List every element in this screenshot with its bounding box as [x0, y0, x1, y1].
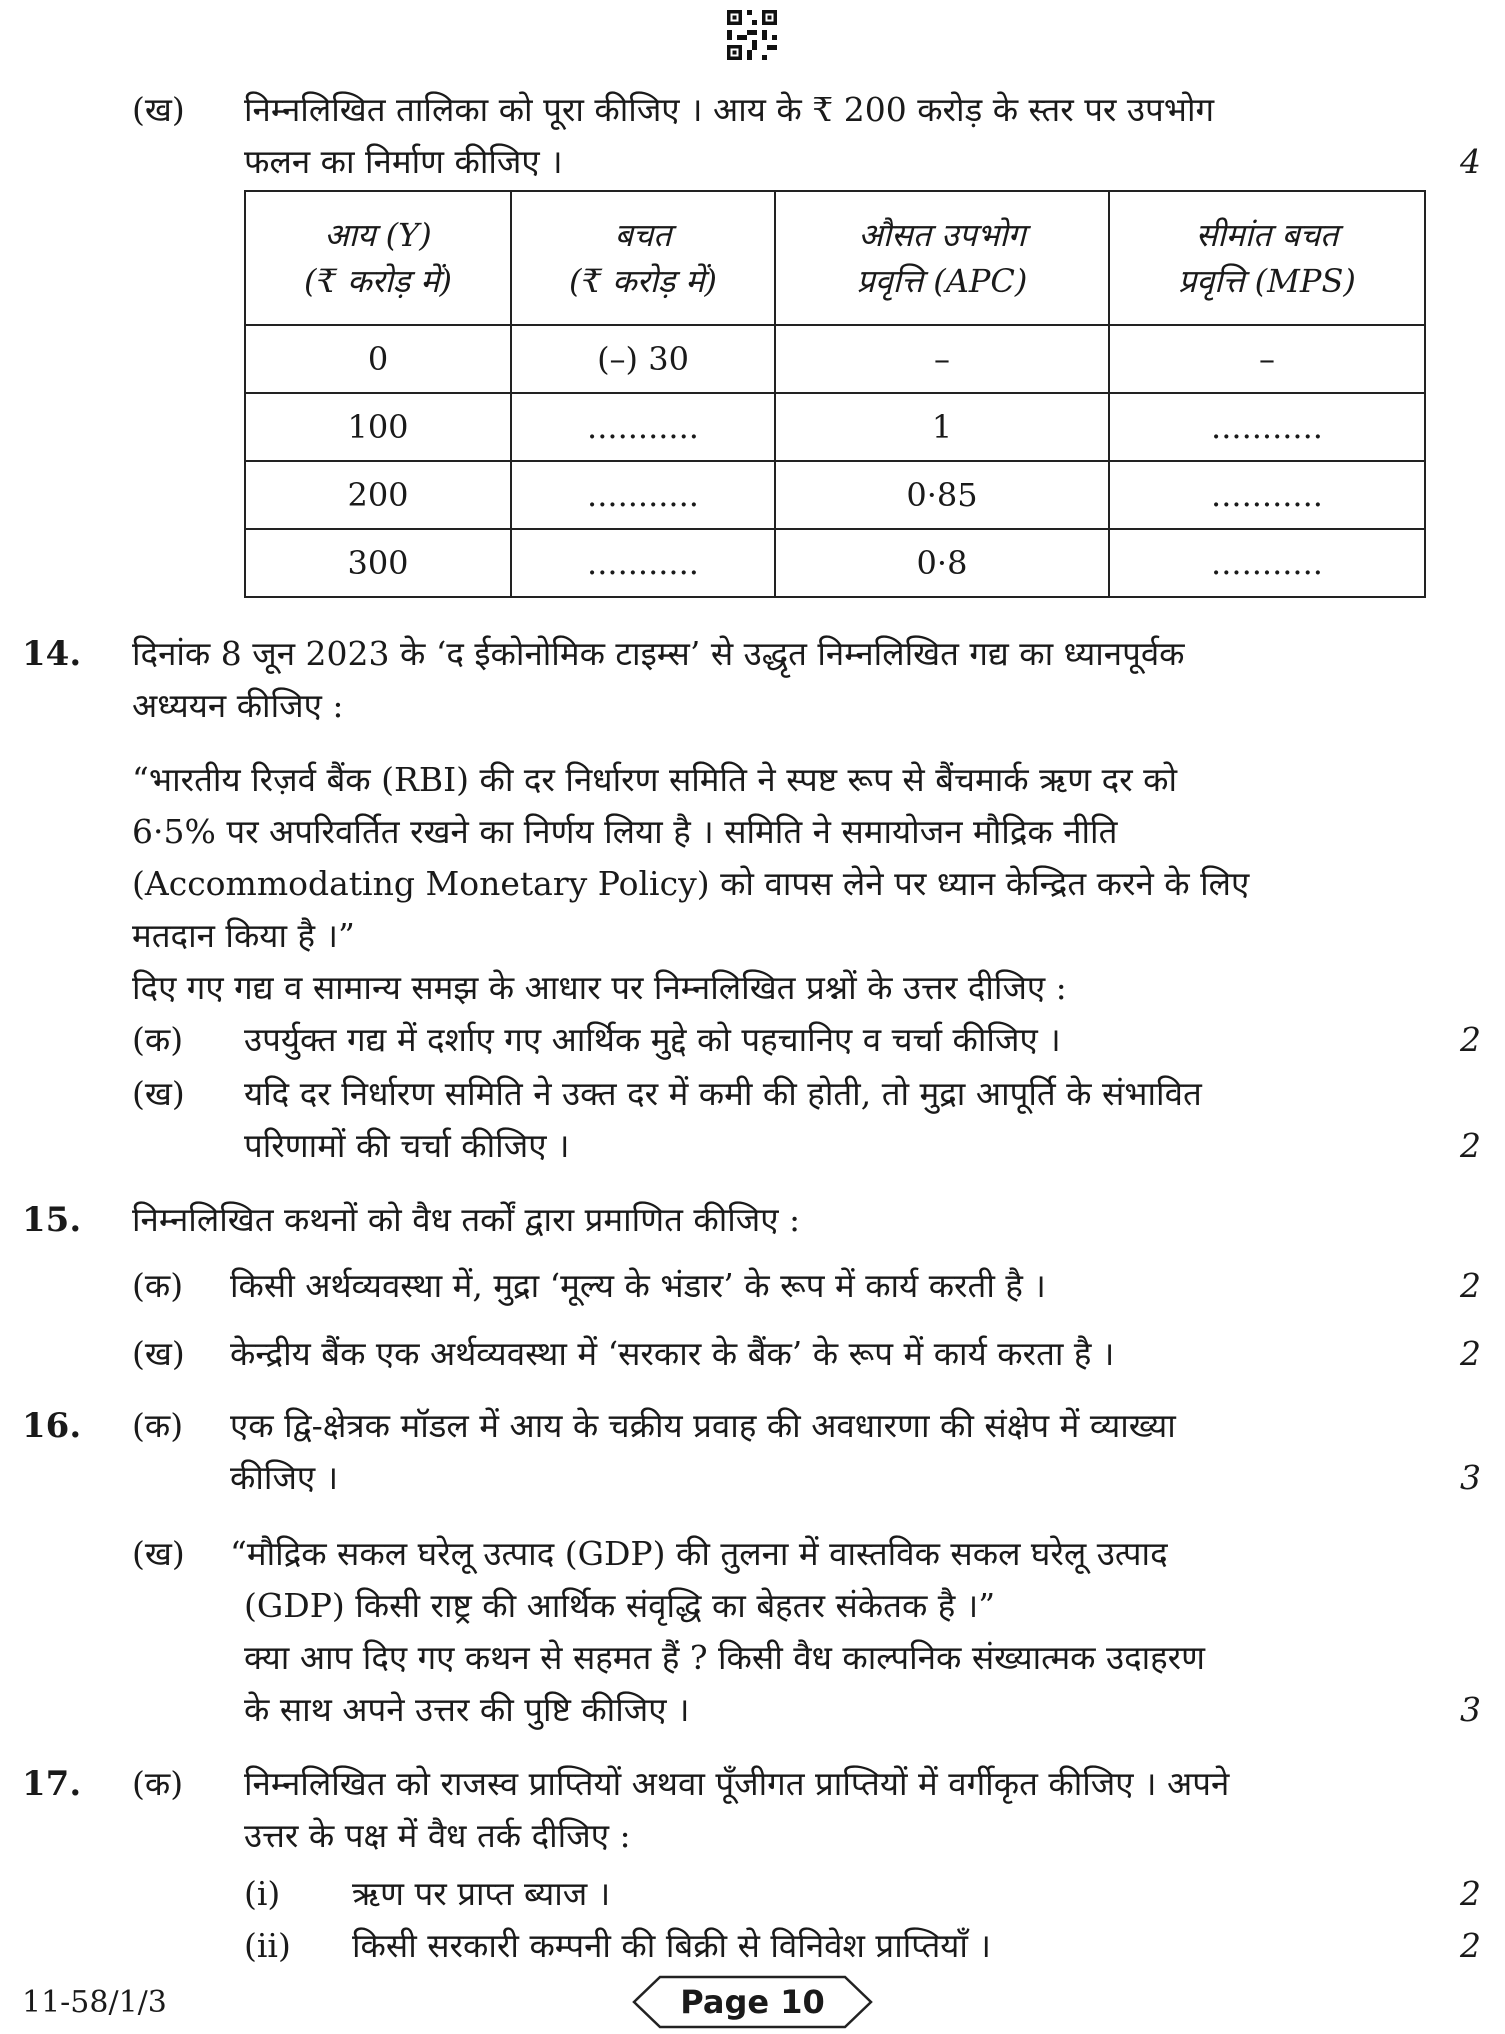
table-cell: 0 — [245, 325, 511, 393]
q17a-i-label: (i) — [244, 1874, 281, 1913]
q17a-text-line1: निम्नलिखित को राजस्व प्राप्तियों अथवा पूँजीगत प्राप्तियों में वर्गीकृत कीजिए । अपने — [244, 1764, 1230, 1803]
qr-code — [727, 10, 777, 60]
q14b-text-line1: यदि दर निर्धारण समिति ने उक्त दर में कमी की होती, तो मुद्रा आपूर्ति के संभावित — [244, 1074, 1202, 1113]
q15-number: 15. — [22, 1200, 82, 1240]
q14a-text: उपर्युक्त गद्य में दर्शाए गए आर्थिक मुद्दे को पहचानिए व चर्चा कीजिए । — [244, 1020, 1061, 1059]
q14-intro-line2: अध्ययन कीजिए : — [132, 686, 344, 725]
table-header-cell — [775, 191, 1109, 325]
q16a-text-line2: कीजिए । — [230, 1458, 339, 1497]
q14-quote-line2: 6·5% पर अपरिवर्तित रखने का निर्णय लिया है । समिति ने समायोजन मौद्रिक नीति — [132, 812, 1118, 851]
table-cell: ........... — [511, 529, 775, 597]
header-line: बचत — [614, 216, 672, 254]
q14b-text-line2: परिणामों की चर्चा कीजिए । — [244, 1126, 570, 1165]
table-cell: 100 — [245, 393, 511, 461]
table-cell: 0·8 — [775, 529, 1109, 597]
q16-number: 16. — [22, 1406, 82, 1446]
q17a-label: (क) — [132, 1764, 184, 1803]
header-line: औसत उपभोग — [858, 216, 1026, 254]
q17-number: 17. — [22, 1764, 82, 1804]
q14b-label: (ख) — [132, 1074, 185, 1113]
header-line: (₹ करोड़ में) — [304, 262, 452, 300]
header-line: सीमांत बचत — [1195, 216, 1339, 254]
q17a-ii-marks: 2 — [1460, 1926, 1481, 1965]
q15a-text: किसी अर्थव्यवस्था में, मुद्रा ‘मूल्य के भंडार’ के रूप में कार्य करती है । — [230, 1266, 1046, 1305]
table-cell: ........... — [1109, 393, 1425, 461]
q17a-ii-label: (ii) — [244, 1926, 291, 1965]
q15a-label: (क) — [132, 1266, 184, 1305]
table-cell: ........... — [1109, 529, 1425, 597]
header-line: प्रवृत्ति (MPS) — [1178, 262, 1356, 300]
q17a-i-text: ऋण पर प्राप्त ब्याज । — [352, 1874, 611, 1913]
paper-code: 11-58/1/3 — [22, 1985, 167, 2020]
page-number-badge — [630, 1974, 875, 2030]
q16b-text-line1: “मौद्रिक सकल घरेलू उत्पाद (GDP) की तुलना में वास्तविक सकल घरेलू उत्पाद — [230, 1534, 1168, 1573]
q16b-text-line3: क्या आप दिए गए कथन से सहमत हैं ? किसी वैध काल्पनिक संख्यात्मक उदाहरण — [244, 1638, 1206, 1677]
q14a-marks: 2 — [1460, 1020, 1481, 1059]
q16b-label: (ख) — [132, 1534, 185, 1573]
table-row — [245, 393, 1425, 461]
q17a-ii-text: किसी सरकारी कम्पनी की बिक्री से विनिवेश प्राप्तियाँ । — [352, 1926, 991, 1965]
table-cell: – — [775, 325, 1109, 393]
q14-quote-line3: (Accommodating Monetary Policy) को वापस लेने पर ध्यान केन्द्रित करने के लिए — [132, 864, 1250, 903]
q13b-label: (ख) — [132, 90, 185, 129]
table-row — [245, 461, 1425, 529]
table-cell: ........... — [1109, 461, 1425, 529]
q15b-marks: 2 — [1460, 1334, 1481, 1373]
header-line: प्रवृत्ति (APC) — [856, 262, 1028, 300]
table-cell: – — [1109, 325, 1425, 393]
table-header-cell — [245, 191, 511, 325]
table-header-cell — [511, 191, 775, 325]
consumption-table — [244, 190, 1426, 598]
q14-quote-line4: मतदान किया है ।” — [132, 916, 355, 955]
q14-intro-line1: दिनांक 8 जून 2023 के ‘द ईकोनोमिक टाइम्स’ से उद्धृत निम्नलिखित गद्य का ध्यानपूर्वक — [132, 634, 1185, 673]
q16b-text-line4: के साथ अपने उत्तर की पुष्टि कीजिए । — [244, 1690, 690, 1729]
q16a-text-line1: एक द्वि-क्षेत्रक मॉडल में आय के चक्रीय प्रवाह की अवधारणा की संक्षेप में व्याख्या — [230, 1406, 1176, 1445]
q14-number: 14. — [22, 634, 82, 674]
q17a-i-marks: 2 — [1460, 1874, 1481, 1913]
q14a-label: (क) — [132, 1020, 184, 1059]
page-number: Page 10 — [680, 1983, 825, 2021]
q15b-label: (ख) — [132, 1334, 185, 1373]
table-cell: ........... — [511, 393, 775, 461]
table-cell: (–) 30 — [511, 325, 775, 393]
q15-intro: निम्नलिखित कथनों को वैध तर्कों द्वारा प्रमाणित कीजिए : — [132, 1200, 801, 1239]
header-line: (₹ करोड़ में) — [569, 262, 717, 300]
q14-instruction: दिए गए गद्य व सामान्य समझ के आधार पर निम्नलिखित प्रश्नों के उत्तर दीजिए : — [132, 968, 1067, 1007]
table-cell: 200 — [245, 461, 511, 529]
table-row — [245, 529, 1425, 597]
table-cell: 0·85 — [775, 461, 1109, 529]
q16b-marks: 3 — [1460, 1690, 1481, 1729]
q13b-text-line2: फलन का निर्माण कीजिए । — [244, 142, 563, 181]
q13b-text-line1: निम्नलिखित तालिका को पूरा कीजिए । आय के ₹ 200 करोड़ के स्तर पर उपभोग — [244, 90, 1215, 129]
q17a-text-line2: उत्तर के पक्ष में वैध तर्क दीजिए : — [244, 1816, 631, 1855]
q15b-text: केन्द्रीय बैंक एक अर्थव्यवस्था में ‘सरकार के बैंक’ के रूप में कार्य करता है । — [230, 1334, 1115, 1373]
table-row — [245, 325, 1425, 393]
q14-quote-line1: “भारतीय रिज़र्व बैंक (RBI) की दर निर्धारण समिति ने स्पष्ट रूप से बैंचमार्क ऋण दर को — [132, 760, 1178, 799]
q16b-text-line2: (GDP) किसी राष्ट्र की आर्थिक संवृद्धि का बेहतर संकेतक है ।” — [244, 1586, 996, 1625]
q13b-marks: 4 — [1460, 142, 1481, 181]
q15a-marks: 2 — [1460, 1266, 1481, 1305]
q16a-label: (क) — [132, 1406, 184, 1445]
table-cell: 300 — [245, 529, 511, 597]
header-line: आय (Y) — [324, 216, 432, 254]
table-header-cell — [1109, 191, 1425, 325]
table-cell: ........... — [511, 461, 775, 529]
q16a-marks: 3 — [1460, 1458, 1481, 1497]
q14b-marks: 2 — [1460, 1126, 1481, 1165]
table-header-row — [245, 191, 1425, 325]
table-cell: 1 — [775, 393, 1109, 461]
